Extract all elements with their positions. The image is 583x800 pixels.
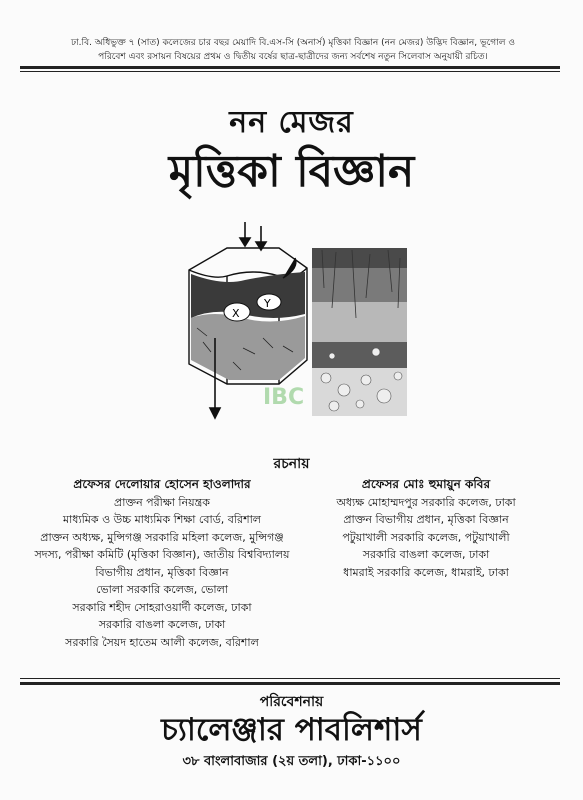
author-right-name: প্রফেসর মোঃ হুমায়ুন কবির [361,477,491,491]
author-left-line: ভোলা সরকারি কলেজ, ভোলা [95,583,228,596]
author-right-line: পটুয়াখালী সরকারি কলেজ, পটুয়াখালী [342,530,510,544]
header-divider [20,66,560,69]
footer-divider [20,682,560,685]
author-right-block [290,476,562,581]
syllabus-note [28,36,558,64]
author-right-line: প্রাক্তন বিভাগীয় প্রধান, মৃত্তিকা বিজ্ঞান [343,513,509,526]
header-divider-thin [20,71,560,72]
syllabus-note-line-1: ঢা.বি. অধিভুক্ত ৭ (সাত) কলেজের চার বছর মেয়াদি বি.এস-সি (অনার্স) মৃত্তিকা বিজ্ঞান (নন মেজর) উদ্ভিদ বিজ্ঞান, ভূগোল ও [70,38,516,48]
soil-profile-illustration [312,248,407,416]
book-title: মৃত্তিকা বিজ্ঞান [168,146,415,197]
author-left-block [22,476,302,651]
watermark-logo [255,372,315,412]
author-left-line: মাধ্যমিক ও উচ্চ মাধ্যমিক শিক্ষা বোর্ড, বরিশাল [62,513,262,526]
publisher-address: ৩৮ বাংলাবাজার (২য় তলা), ঢাকা-১১০০ [182,754,401,769]
author-left-line: প্রাক্তন পরীক্ষা নিয়ন্ত্রক [114,495,210,509]
author-right-line: অধ্যক্ষ মোহাম্মদপুর সরকারি কলেজ, ঢাকা [336,495,516,509]
footer-divider-thin [20,678,560,679]
watermark-text: IBC [263,385,305,410]
authors-heading: রচনায় [273,456,310,472]
author-left-line: সরকারি সৈয়দ হাতেম আলী কলেজ, বরিশাল [65,635,259,649]
author-left-name: প্রফেসর দেলোয়ার হোসেন হাওলাদার [73,477,251,491]
syllabus-note-line-2: পরিবেশ এবং রসায়ন বিষয়ের প্রথম ও দ্বিতীয় বর্ষের ছাত্র-ছাত্রীদের জন্য সর্বশেষ নতুন সিলেবাস অনুযায়ী রচিত। [98,52,488,62]
soil-mark-y: Y [264,297,271,310]
author-left-line: সদস্য, পরীক্ষা কমিটি (মৃত্তিকা বিজ্ঞান), জাতীয় বিশ্ববিদ্যালয় [34,548,290,561]
publisher-presents: পরিবেশনায় [259,694,324,710]
soil-mark-x: X [232,307,240,320]
author-right-line: ধামরাই সরকারি কলেজ, ধামরাই, ঢাকা [343,565,509,579]
book-series: নন মেজর [229,105,354,140]
author-left-line: বিভাগীয় প্রধান, মৃত্তিকা বিজ্ঞান [95,565,229,579]
publisher-name: চ্যালেঞ্জার পাবলিশার্স [161,712,422,748]
author-left-line: সরকারি বাঙলা কলেজ, ঢাকা [98,618,226,631]
author-left-line: সরকারি শহীদ সোহরাওয়ার্দী কলেজ, ঢাকা [72,600,252,614]
author-right-line: সরকারি বাঙলা কলেজ, ঢাকা [362,548,490,561]
author-left-line: প্রাক্তন অধ্যক্ষ, মুন্সিগঞ্জ সরকারি মহিলা কলেজ, মুন্সিগঞ্জ [40,530,284,544]
